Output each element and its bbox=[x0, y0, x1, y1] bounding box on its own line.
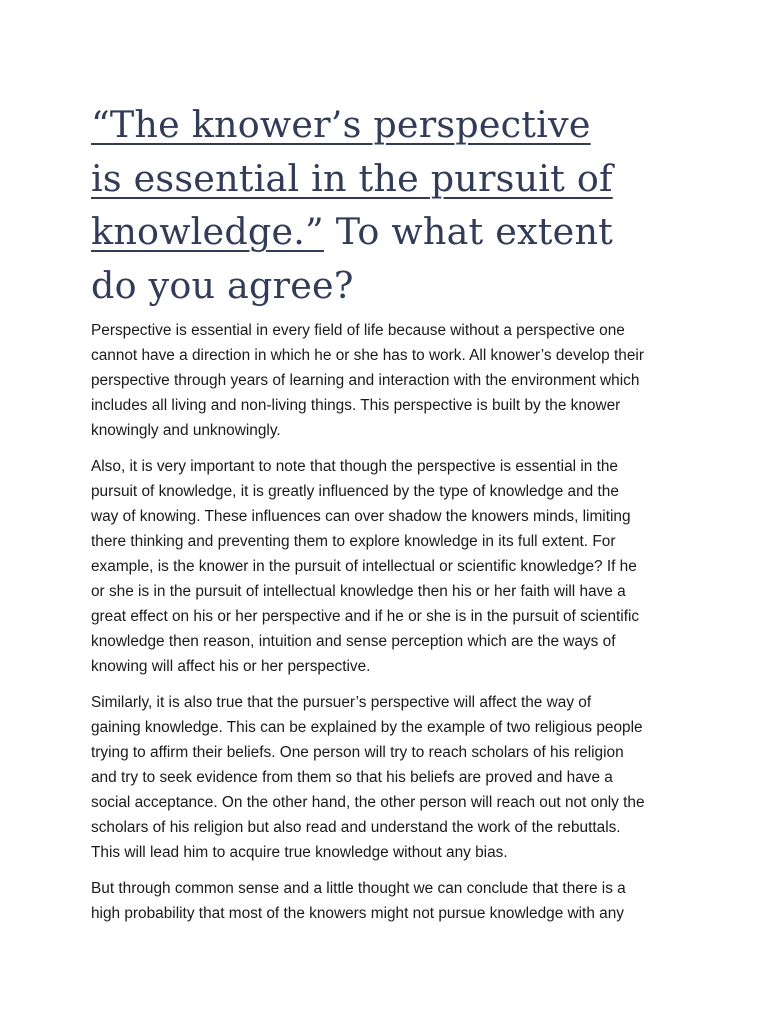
paragraph-line: includes all living and non-living things. This perspective is built by the knower bbox=[91, 397, 621, 414]
paragraph-line: This will lead him to acquire true knowledge without any bias. bbox=[91, 844, 508, 861]
paragraph-line: cannot have a direction in which he or she has to work. All knower’s develop their bbox=[91, 347, 644, 364]
paragraph-line: Perspective is essential in every field of life because without a perspective one bbox=[91, 322, 625, 339]
paragraph-line: and try to seek evidence from them so that his beliefs are proved and have a bbox=[91, 769, 613, 786]
paragraph-line: Also, it is very important to note that though the perspective is essential in the bbox=[91, 458, 618, 475]
paragraph-line: But through common sense and a little thought we can conclude that there is a bbox=[91, 880, 626, 897]
title-quote-end: knowledge.” bbox=[91, 210, 324, 253]
title-question-start: To what extent bbox=[323, 210, 614, 253]
paragraph-line: social acceptance. On the other hand, the other person will reach out not only the bbox=[91, 794, 645, 811]
title-line-2: is essential in the pursuit of bbox=[91, 156, 613, 200]
paragraph-line: perspective through years of learning and interaction with the environment which bbox=[91, 372, 640, 389]
title-line-4: do you agree? bbox=[91, 263, 354, 307]
paragraph-1 bbox=[91, 318, 691, 443]
page-title bbox=[91, 98, 691, 312]
paragraph-line: high probability that most of the knowers might not pursue knowledge with any bbox=[91, 905, 624, 922]
paragraph-line: trying to affirm their beliefs. One person will try to reach scholars of his religion bbox=[91, 744, 624, 761]
paragraph-line: gaining knowledge. This can be explained by the example of two religious people bbox=[91, 719, 643, 736]
paragraph-line: way of knowing. These influences can over shadow the knowers minds, limiting bbox=[91, 508, 631, 525]
paragraph-line: knowing will affect his or her perspective. bbox=[91, 658, 371, 675]
paragraph-line: knowledge then reason, intuition and sense perception which are the ways of bbox=[91, 633, 616, 650]
paragraph-line: Similarly, it is also true that the pursuer’s perspective will affect the way of bbox=[91, 694, 592, 711]
title-line-3 bbox=[91, 205, 691, 259]
paragraph-line: scholars of his religion but also read and understand the work of the rebuttals. bbox=[91, 819, 621, 836]
paragraph-line: great effect on his or her perspective and if he or she is in the pursuit of scientific bbox=[91, 608, 640, 625]
document-body bbox=[91, 318, 691, 937]
paragraph-line: knowingly and unknowingly. bbox=[91, 422, 281, 439]
paragraph-4 bbox=[91, 876, 691, 926]
title-line-1: “The knower’s perspective bbox=[91, 103, 591, 146]
paragraph-line: example, is the knower in the pursuit of intellectual or scientific knowledge? If he bbox=[91, 558, 637, 575]
paragraph-3 bbox=[91, 690, 691, 865]
paragraph-2 bbox=[91, 454, 691, 679]
paragraph-line: there thinking and preventing them to explore knowledge in its full extent. For bbox=[91, 533, 616, 550]
paragraph-line: pursuit of knowledge, it is greatly influenced by the type of knowledge and the bbox=[91, 483, 619, 500]
paragraph-line: or she is in the pursuit of intellectual knowledge then his or her faith will have a bbox=[91, 583, 626, 600]
